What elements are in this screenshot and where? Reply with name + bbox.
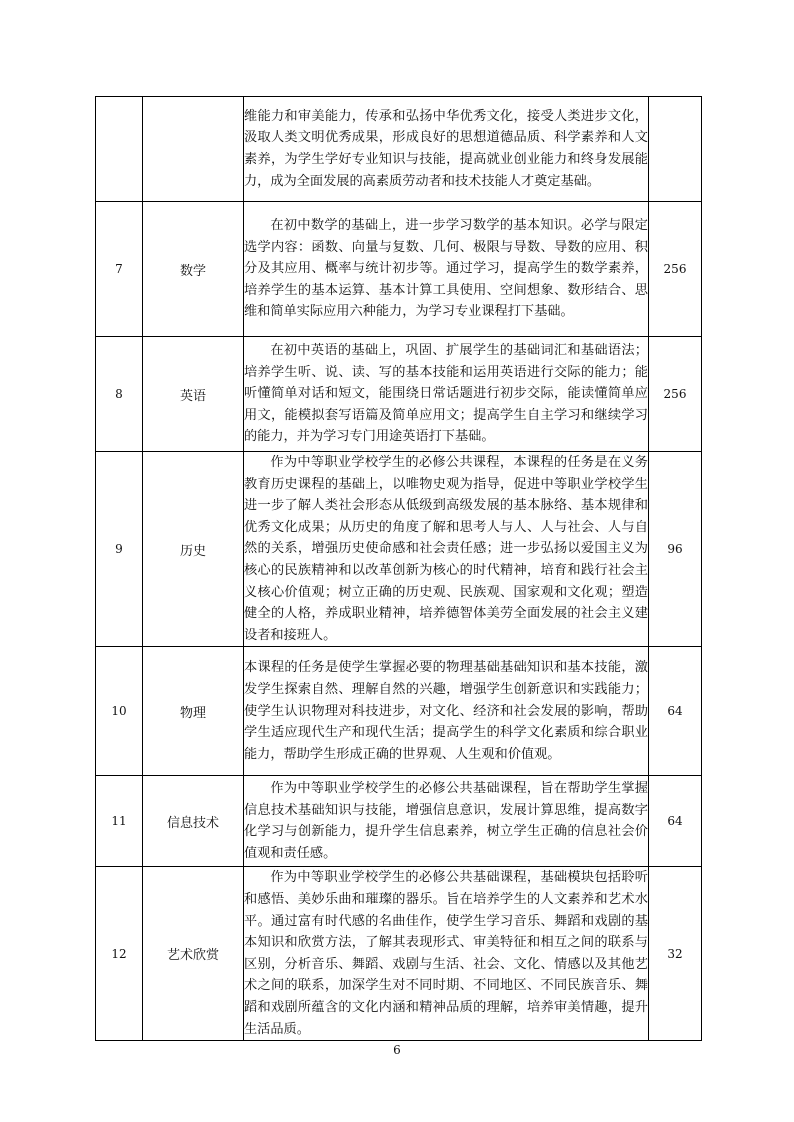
course-name: 艺术欣赏 bbox=[143, 867, 244, 1041]
course-name: 物理 bbox=[143, 647, 244, 776]
course-description-text: 作为中等职业学校学生的必修公共基础课程，旨在帮助学生掌握信息技术基础知识与技能，增强信息意识，发展计算思维，提高数字化学习与创新能力，提升学生信息素养，树立学生正确的信息社会价值观和责任感。 bbox=[244, 781, 648, 861]
course-number bbox=[96, 97, 143, 202]
course-name: 英语 bbox=[143, 337, 244, 452]
course-number: 12 bbox=[96, 867, 143, 1041]
course-name: 历史 bbox=[143, 452, 244, 647]
course-hours: 64 bbox=[649, 647, 702, 776]
page-number: 6 bbox=[393, 1043, 401, 1057]
course-hours: 96 bbox=[649, 452, 702, 647]
table-row bbox=[96, 202, 702, 337]
table-row bbox=[96, 452, 702, 647]
course-description bbox=[244, 867, 649, 1041]
course-number: 9 bbox=[96, 452, 143, 647]
course-name: 信息技术 bbox=[143, 776, 244, 867]
course-table bbox=[95, 96, 702, 1041]
course-description-text: 维能力和审美能力，传承和弘扬中华优秀文化，接受人类进步文化，汲取人类文明优秀成果，形成良好的思想道德品质、科学素养和人文素养，为学生学好专业知识与技能，提高就业创业能力和终身发展能力，成为全面发展的高素质劳动者和技术技能人才奠定基础。 bbox=[244, 108, 648, 189]
course-description bbox=[244, 647, 649, 776]
table-row bbox=[96, 867, 702, 1041]
course-description bbox=[244, 776, 649, 867]
course-hours: 256 bbox=[649, 337, 702, 452]
course-description bbox=[244, 202, 649, 337]
course-hours: 256 bbox=[649, 202, 702, 337]
course-number: 7 bbox=[96, 202, 143, 337]
course-description-text: 本课程的任务是使学生掌握必要的物理基础基础知识和基本技能，激发学生探索自然、理解自然的兴趣，增强学生创新意识和实践能力；使学生认识物理对科技进步，对文化、经济和社会发展的影响，帮助学生适应现代生产和现代生活；提高学生的科学文化素质和综合职业能力，帮助学生形成正确的世界观、人生观和价值观。 bbox=[244, 660, 648, 762]
course-description-text: 作为中等职业学校学生的必修公共基础课程，基础模块包括聆听和感悟、美妙乐曲和璀璨的器乐。旨在培养学生的人文素养和艺术水平。通过富有时代感的名曲佳作，使学生学习音乐、舞蹈和戏剧的基本知识和欣赏方法，了解其表现形式、审美特征和相互之间的联系与区别，分析音乐、舞蹈、戏剧与生活、社会、文化、情感以及其他艺术之间的联系，加深学生对不同时期、不同地区、不同民族音乐、舞蹈和戏剧所蕴含的文化内涵和精神品质的理解，培养审美情趣，提升生活品质。 bbox=[244, 870, 648, 1037]
course-number: 8 bbox=[96, 337, 143, 452]
course-name bbox=[143, 97, 244, 202]
course-description-text: 作为中等职业学校学生的必修公共课程，本课程的任务是在义务教育历史课程的基础上，以唯物史观为指导，促进中等职业学校学生进一步了解人类社会形态从低级到高级发展的基本脉络、基本规律和优秀文化成果；从历史的角度了解和思考人与人、人与社会、人与自然的关系，增强历史使命感和社会责任感；进一步弘扬以爱国主义为核心的民族精神和以改革创新为核心的时代精神，培育和践行社会主义核心价值观；树立正确的历史观、民族观、国家观和文化观；塑造健全的人格，养成职业精神，培养德智体美劳全面发展的社会主义建设者和接班人。 bbox=[244, 455, 648, 643]
table-row bbox=[96, 337, 702, 452]
course-description bbox=[244, 337, 649, 452]
course-number: 11 bbox=[96, 776, 143, 867]
table-row bbox=[96, 97, 702, 202]
course-description-text: 在初中数学的基础上，进一步学习数学的基本知识。必学与限定选学内容：函数、向量与复数、几何、极限与导数、导数的应用、积分及其应用、概率与统计初步等。通过学习，提高学生的数学素养，培养学生的基本运算、基本计算工具使用、空间想象、数形结合、思维和简单实际应用六种能力，为学习专业课程打下基础。 bbox=[244, 218, 648, 320]
course-hours bbox=[649, 97, 702, 202]
course-description-text: 在初中英语的基础上，巩固、扩展学生的基础词汇和基础语法；培养学生听、说、读、写的基本技能和运用英语进行交际的能力；能听懂简单对话和短文，能围绕日常话题进行初步交际，能读懂简单应用文，能模拟套写语篇及简单应用文；提高学生自主学习和继续学习的能力，并为学习专门用途英语打下基础。 bbox=[244, 343, 648, 445]
course-hours: 64 bbox=[649, 776, 702, 867]
course-description bbox=[244, 97, 649, 202]
course-number: 10 bbox=[96, 647, 143, 776]
table-row bbox=[96, 647, 702, 776]
table-row bbox=[96, 776, 702, 867]
course-name: 数学 bbox=[143, 202, 244, 337]
course-description bbox=[244, 452, 649, 647]
course-hours: 32 bbox=[649, 867, 702, 1041]
